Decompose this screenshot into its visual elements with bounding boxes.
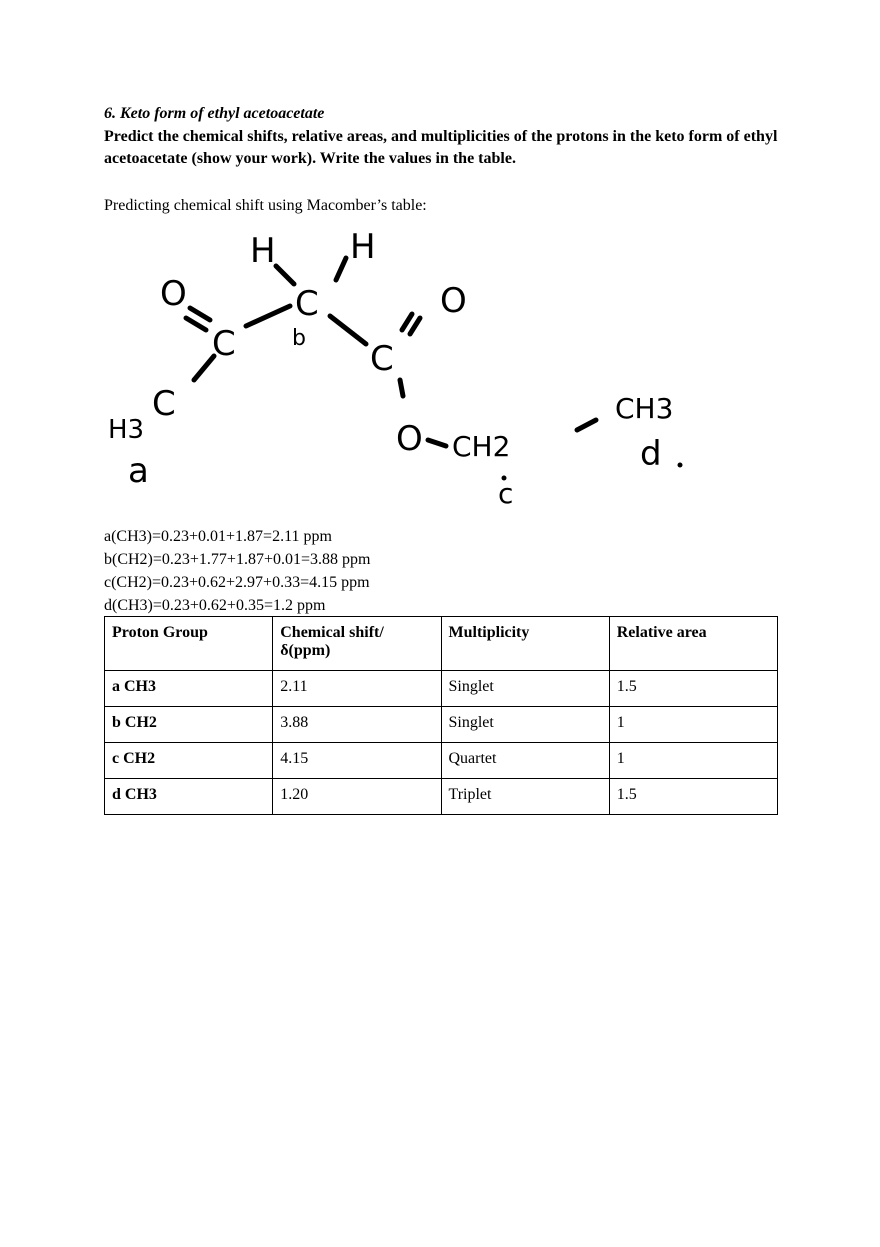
o-ester-label: O [396, 419, 423, 459]
table-row [105, 707, 778, 743]
equation-b: b(CH2)=0.23+1.77+1.87+0.01=3.88 ppm [104, 551, 371, 568]
c-center-label: C [295, 284, 319, 324]
table-row [105, 743, 778, 779]
cell-group: d CH3 [105, 779, 273, 815]
b-label: b [292, 326, 306, 351]
header-proton-group: Proton Group [105, 617, 273, 671]
cell-multiplicity: Quartet [441, 743, 609, 779]
header-relative-area: Relative area [609, 617, 777, 671]
h-right-label: H [350, 227, 376, 267]
section-heading: 6. Keto form of ethyl acetoacetate [104, 105, 325, 122]
instructions: Predict the chemical shifts, relative areas, and multiplicities of the protons in the keto form of ethyl acetoacetate (show your work). Write the values in the table. [104, 128, 778, 167]
equation-a: a(CH3)=0.23+0.01+1.87=2.11 ppm [104, 528, 332, 545]
equation-c: c(CH2)=0.23+0.62+2.97+0.33=4.15 ppm [104, 574, 370, 591]
cell-group: c CH2 [105, 743, 273, 779]
d-label: d [640, 434, 662, 474]
h-left-label: H [250, 231, 276, 271]
ch2-label: CH2 [452, 430, 511, 463]
c-right-label: C [370, 339, 394, 379]
table-row [105, 779, 778, 815]
o-left-label: O [160, 274, 187, 314]
equation-d: d(CH3)=0.23+0.62+0.35=1.2 ppm [104, 597, 326, 614]
cell-multiplicity: Singlet [441, 707, 609, 743]
h3-label: H3 [108, 415, 145, 445]
cell-multiplicity: Triplet [441, 779, 609, 815]
c-left-label: C [212, 324, 236, 364]
a-label: a [128, 451, 149, 491]
header-multiplicity: Multiplicity [441, 617, 609, 671]
c-label: c [498, 477, 514, 510]
c-methyl-label: C [152, 384, 176, 424]
cell-area: 1 [609, 743, 777, 779]
cell-group: a CH3 [105, 671, 273, 707]
table-row [105, 671, 778, 707]
header-chemical-shift: Chemical shift/δ(ppm) [273, 617, 441, 671]
cell-shift: 4.15 [273, 743, 441, 779]
table-header-row [105, 617, 778, 671]
cell-shift: 1.20 [273, 779, 441, 815]
cell-area: 1.5 [609, 671, 777, 707]
cell-shift: 2.11 [273, 671, 441, 707]
method-note: Predicting chemical shift using Macomber’s table: [104, 197, 427, 214]
cell-area: 1 [609, 707, 777, 743]
handwritten-structure-drawing [100, 222, 720, 512]
ch3-label: CH3 [615, 392, 674, 425]
equations [104, 525, 370, 617]
cell-area: 1.5 [609, 779, 777, 815]
results-table [104, 616, 778, 815]
cell-shift: 3.88 [273, 707, 441, 743]
cell-multiplicity: Singlet [441, 671, 609, 707]
o-right-label: O [440, 281, 467, 321]
cell-group: b CH2 [105, 707, 273, 743]
